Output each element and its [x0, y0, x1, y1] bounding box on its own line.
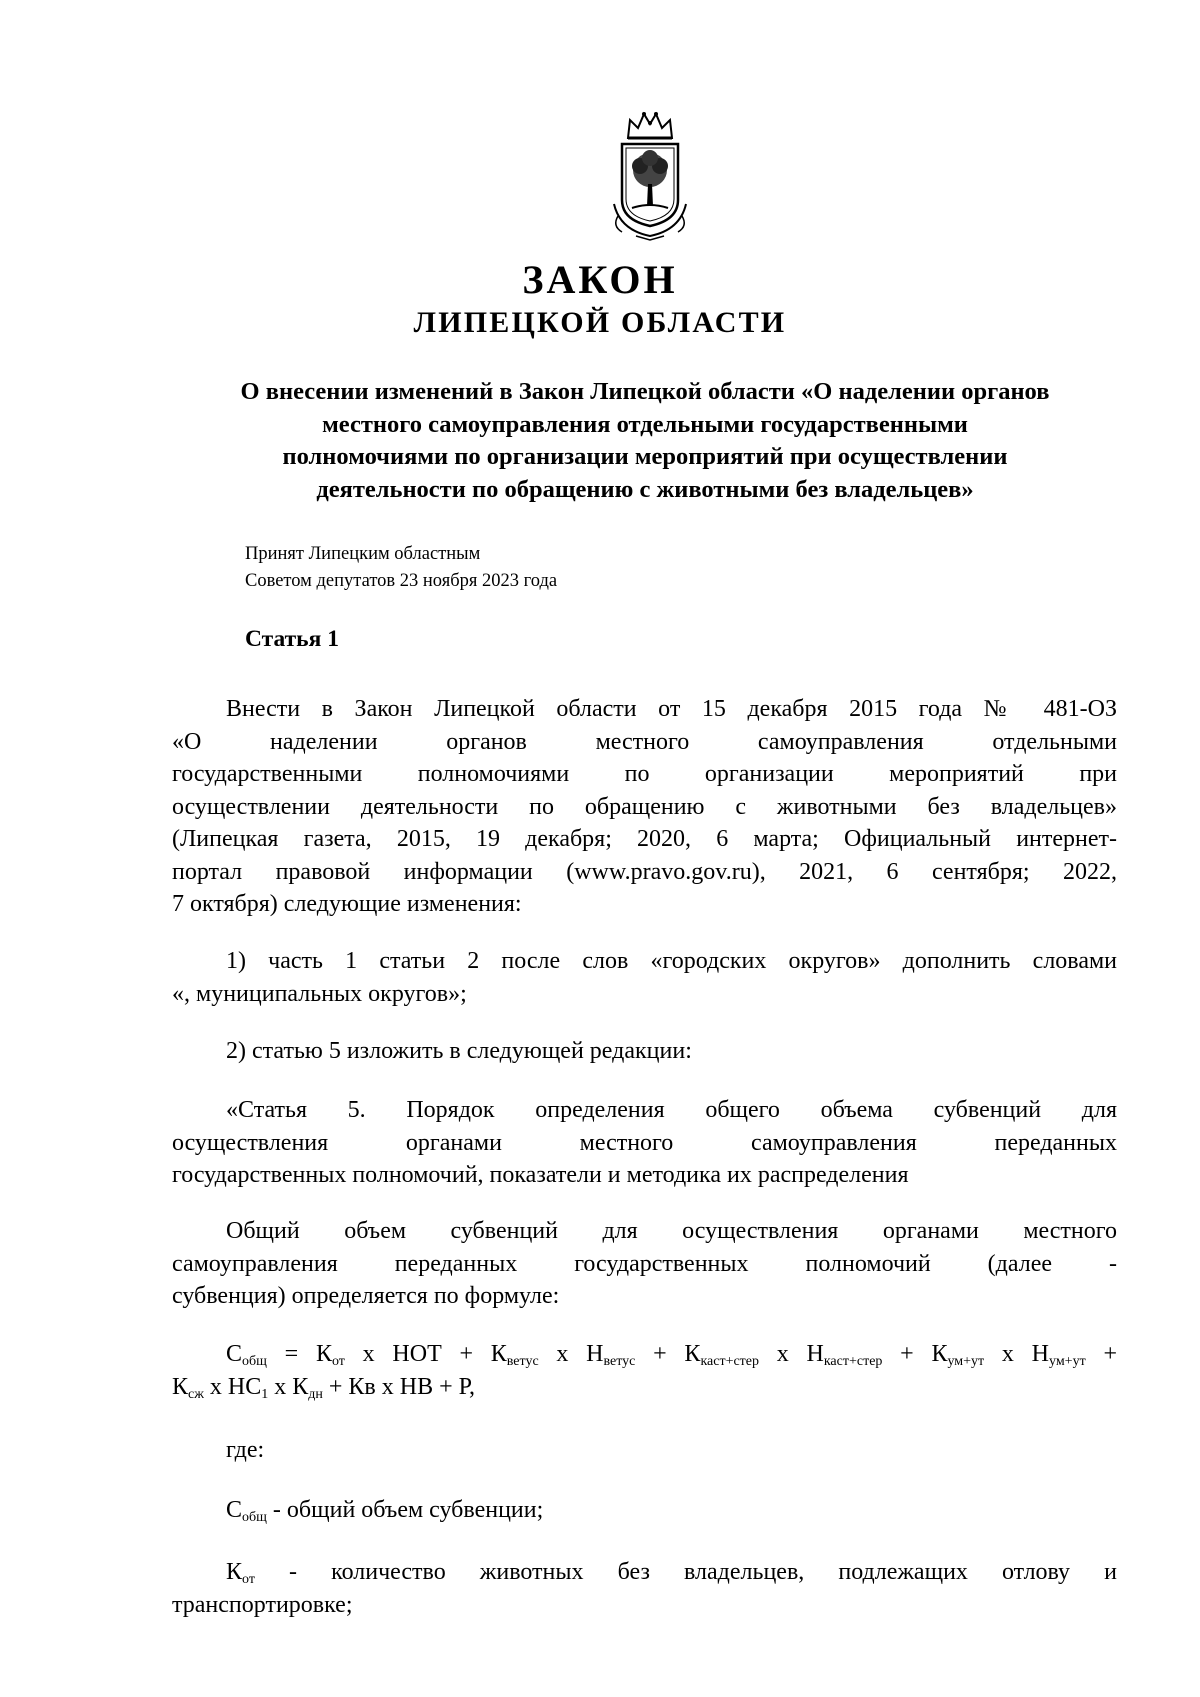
- law-name: [170, 376, 1120, 506]
- paragraph-line: государственными полномочиями по организации мероприятий при: [172, 761, 1117, 787]
- law-name-line: деятельности по обращению с животными без владельцев»: [316, 475, 974, 503]
- law-name-line: О внесении изменений в Закон Липецкой области «О наделении органов: [240, 378, 1050, 405]
- paragraph-line: портал правовой информации (www.pravo.gov.ru), 2021, 6 сентября; 2022,: [172, 858, 1117, 885]
- paragraph-line: «О наделении органов местного самоуправления отдельными: [172, 728, 1117, 755]
- paragraph-line: субвенция) определяется по формуле:: [172, 1283, 560, 1309]
- article-intro-paragraph: [172, 693, 1117, 921]
- paragraph-line: осуществлении деятельности по обращению с животными без владельцев»: [172, 793, 1117, 820]
- paragraph-line: (Липецкая газета, 2015, 19 декабря; 2020, 6 марта; Официальный интернет-: [172, 826, 1117, 852]
- document-subtitle: ЛИПЕЦКОЙ ОБЛАСТИ: [413, 306, 787, 339]
- adoption-note: [245, 541, 557, 595]
- paragraph-line: «, муниципальных округов»;: [172, 980, 467, 1007]
- adoption-line: Советом депутатов 23 ноября 2023 года: [245, 571, 558, 591]
- paragraph-line: Общий объем субвенций для осуществления органами местного: [226, 1218, 1117, 1244]
- document-title: ЗАКОН: [522, 257, 678, 302]
- article-heading: Статья 1: [245, 626, 339, 652]
- paragraph-line: государственных полномочий, показатели и методика их распределения: [172, 1162, 909, 1188]
- paragraph-line: осуществления органами местного самоуправления переданных: [172, 1129, 1117, 1156]
- formula-line: $С_{общ} = К_{от}$ х НОТ + $К_{ветус}$ х $Н_{ветус} + К_{каст+стер}$ х $Н_{каст+стер} + К_{ум+ут}$ х $Н_{ум+ут}$ +: [226, 1341, 1117, 1369]
- adoption-line: Принят Липецким областным: [245, 544, 481, 564]
- general-volume-paragraph: [172, 1215, 1117, 1313]
- paragraph-line: 2) статью 5 изложить в следующей редакции:: [226, 1038, 692, 1064]
- coat-of-arms-emblem: [600, 108, 700, 243]
- law-name-line: полномочиями по организации мероприятий при осуществлении: [282, 443, 1008, 470]
- paragraph-line: «Статья 5. Порядок определения общего объема субвенций для: [226, 1097, 1117, 1123]
- amendment-item-1: [172, 945, 1117, 1010]
- where-label: где:: [226, 1437, 265, 1463]
- article-5-heading: [172, 1094, 1117, 1192]
- definition-k-ot: $К_{от}$ - количество животных без владельцев, подлежащих отлову и транспортировке;: [172, 1559, 1117, 1618]
- paragraph-line: самоуправления переданных государственных полномочий (далее -: [172, 1250, 1117, 1277]
- law-name-line: местного самоуправления отдельными государственными: [322, 410, 968, 438]
- definition-c-obsh: $С_{общ}$ - общий объем субвенции;: [226, 1497, 544, 1525]
- paragraph-line: 7 октября) следующие изменения:: [172, 891, 522, 917]
- paragraph-line: Внести в Закон Липецкой области от 15 декабря 2015 года № 481-ОЗ: [226, 696, 1117, 722]
- subvention-formula: [172, 1338, 1117, 1403]
- amendment-item-2: [172, 1035, 1117, 1068]
- paragraph-line: 1) часть 1 статьи 2 после слов «городских округов» дополнить словами: [226, 948, 1117, 974]
- formula-line: $К_{сж}$ х $НС_1$ х $К_{дн}$ + Кв х НВ + Р,: [172, 1373, 475, 1402]
